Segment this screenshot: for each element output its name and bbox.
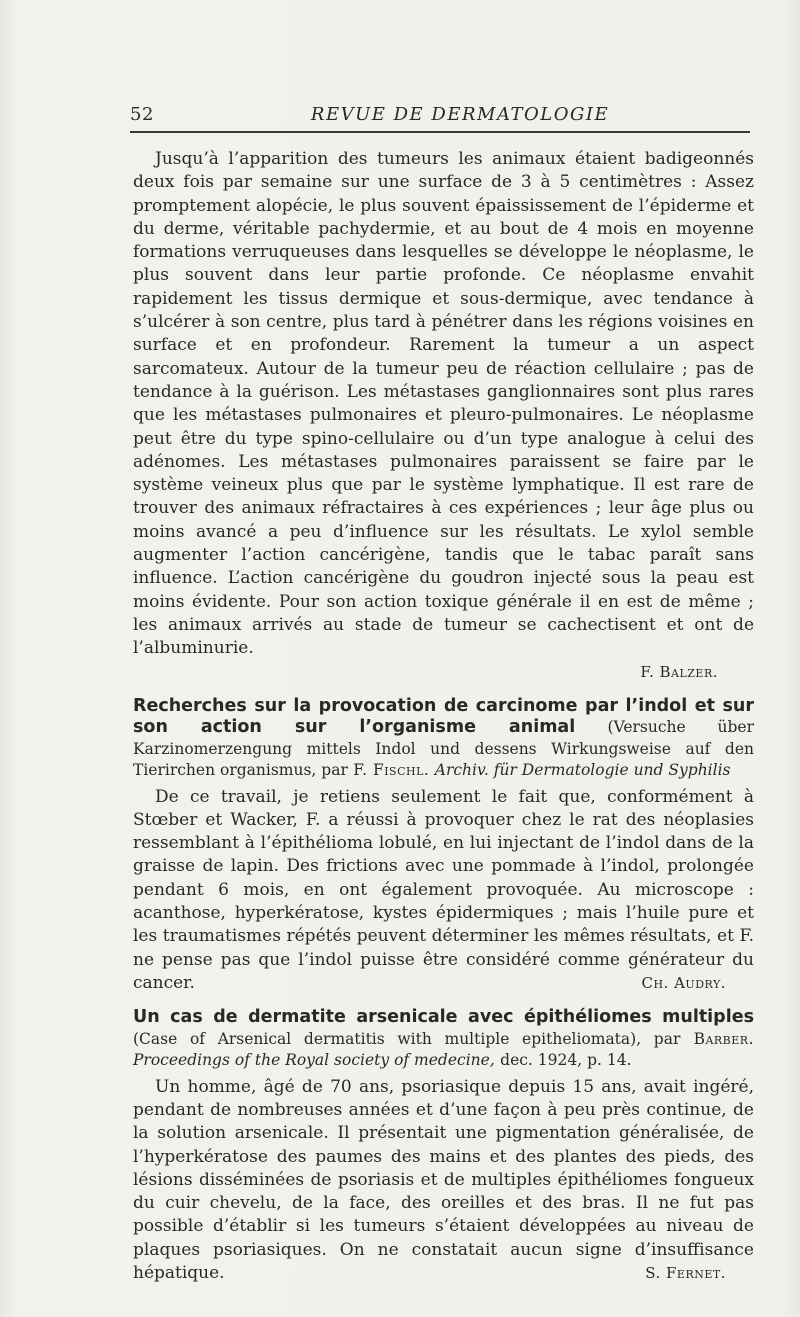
article3-reference: (Case of Arsenical dermatitis with multiple epitheliomata), par bbox=[133, 1029, 681, 1048]
article2-heading bbox=[133, 696, 754, 782]
section1-signature-text: F. Balzer. bbox=[640, 662, 718, 681]
article2-paragraph bbox=[133, 786, 754, 996]
article3-title: Un cas de dermatite arsenicale avec épithéliomes multiples bbox=[133, 1007, 754, 1028]
section1-signature bbox=[133, 661, 754, 684]
article2-reference: (Versuche über Karzinomerzengung mittels Indol und dessens Wirkungsweise auf den Tierirchen organismus, par bbox=[133, 718, 754, 780]
page-number: 52 bbox=[130, 104, 154, 125]
article3-paragraph bbox=[133, 1076, 754, 1286]
article2-text: De ce travail, je retiens seulement le fait que, conformément à Stœber et Wacker, F. a réussi à provoquer chez le rat des néoplasies ressemblant à l’épithélioma lobulé, en lui injectant de l’indol dans de la graisse de lapin. Des frictions avec une pommade à l’indol, prolongée pendant 6 mois, en ont également provoquée. Au microscope : acanthose, hyperkératose, kystes épidermiques ; mais l’huile pure et les traumatismes répétés peuvent déterminer les mêmes résultats, et F. ne pense pas que l’indol puisse être considéré comme générateur du cancer. bbox=[133, 786, 754, 993]
running-title: REVUE DE DERMATOLOGIE bbox=[310, 104, 610, 125]
article3-date: dec. 1924, p. 14. bbox=[500, 1051, 632, 1070]
article3-signature: S. Fernet. bbox=[645, 1264, 726, 1283]
page-body bbox=[133, 148, 754, 1285]
article3-author: Barber. bbox=[693, 1029, 755, 1048]
article3-heading bbox=[133, 1007, 754, 1072]
article2-signature: Ch. Audry. bbox=[641, 973, 726, 992]
section1-paragraph: Jusqu’à l’apparition des tumeurs les animaux étaient badigeonnés deux fois par semaine sur une surface de 3 à 5 centimètres : Assez promptement alopécie, le plus souvent épaississement de l’épiderme et du derme, véritable pachydermie, et au bout de 4 mois en moyenne formations verruqueuses dans lesquelles se développe le néoplasme, le plus souvent dans leur partie profonde. Ce néoplasme envahit rapidement les tissus dermique et sous-dermique, avec tendance à s’ulcérer à son centre, plus tard à pénétrer dans les régions voisines en surface et en profondeur. Rarement la tumeur a un aspect sarcomateux. Autour de la tumeur peu de réaction cellulaire ; pas de tendance à la guérison. Les métastases ganglionnaires sont plus rares que les métastases pulmonaires et pleuro-pulmonaires. Le néoplasme peut être du type spino-cellulaire ou d’un type analogue à celui des adénomes. Les métastases pulmonaires paraissent se faire par le système veineux plus que par le système lymphatique. Il est rare de trouver des animaux réfractaires à ces expériences ; leur âge plus ou moins avancé a peu d’influence sur les résultats. Le xylol semble augmenter l’action cancérigène, tandis que le tabac paraît sans influence. L’action cancérigène du goudron injecté sous la peau est moins évidente. Pour son action toxique générale il en est de même ; les animaux arrivés au stade de tumeur se cachectisent et ont de l’albuminurie. bbox=[133, 149, 754, 659]
article2-title: Recherches sur la provocation de carcinome par l’indol et sur son action sur l’organisme animal bbox=[133, 695, 754, 738]
article3-text: Un homme, âgé de 70 ans, psoriasique depuis 15 ans, avait ingéré, pendant de nombreuses années et d’une façon à peu près continue, de la solution arsenicale. Il présentait une pigmentation généralisée, de l’hyperkératose des paumes des mains et des plantes des pieds, des lésions disséminées de psoriasis et de multiples épithéliomes fongueux du cuir chevelu, de la face, des oreilles et des bras. Il ne fut pas possible d’établir si les tumeurs s’étaient développées au niveau de plaques psoriasiques. On ne constatait aucun signe d’insuffisance hépatique. bbox=[133, 1076, 754, 1284]
page-header bbox=[130, 100, 750, 130]
article2-journal: Archiv. für Dermatologie und Syphilis bbox=[434, 761, 731, 780]
header-rule bbox=[130, 131, 750, 133]
article3-journal: Proceedings of the Royal society of medecine, bbox=[133, 1051, 495, 1070]
article2-author: F. Fischl. bbox=[353, 761, 430, 780]
